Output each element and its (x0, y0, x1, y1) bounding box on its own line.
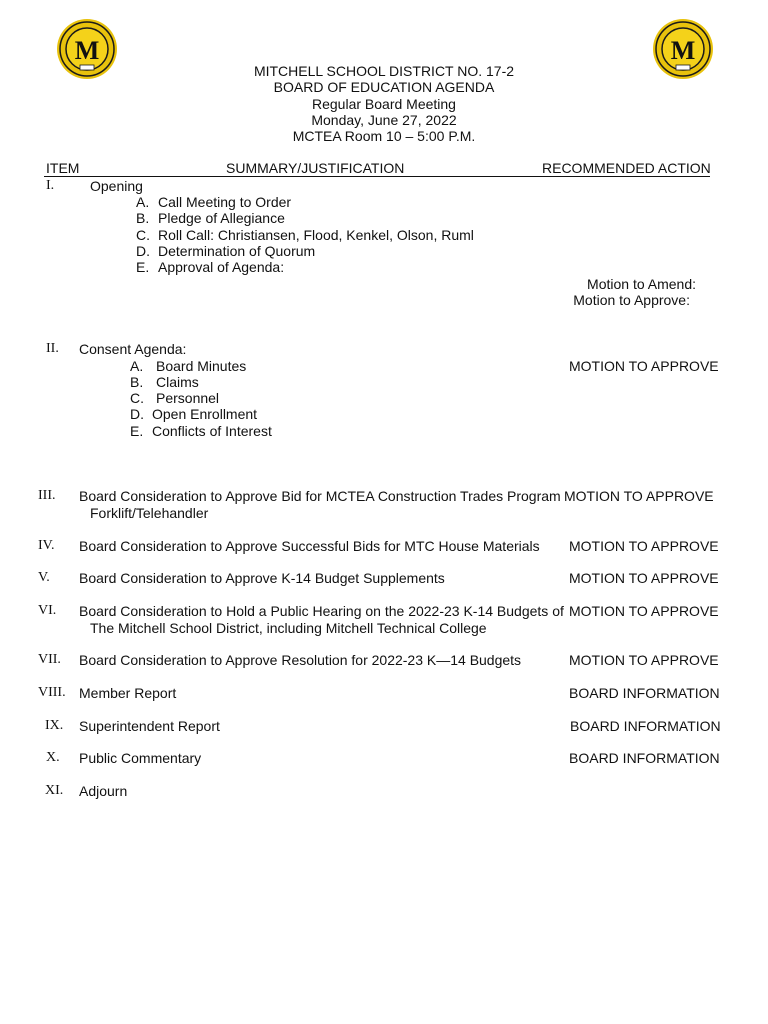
subitem-text: Roll Call: Christiansen, Flood, Kenkel, Olson, Ruml (158, 227, 474, 243)
subitem-text: Pledge of Allegiance (158, 210, 285, 226)
subitem-letter: C. (130, 390, 144, 406)
subitem-letter: A. (130, 358, 144, 374)
district-name: MITCHELL SCHOOL DISTRICT NO. 17-2 (253, 63, 515, 79)
subitem-text: Call Meeting to Order (158, 194, 292, 210)
subitem-letter: D. (130, 406, 144, 422)
meeting-date: Monday, June 27, 2022 (311, 112, 457, 128)
subitem-letter: C. (136, 227, 150, 243)
recommended-action: BOARD INFORMATION (569, 750, 720, 766)
item-number: XI. (45, 783, 64, 798)
subitem-text: Board Minutes (156, 358, 247, 374)
meeting-type: Regular Board Meeting (312, 96, 456, 112)
logo-letter: M (670, 36, 696, 65)
recommended-action: MOTION TO APPROVE (569, 652, 719, 668)
agenda-title: BOARD OF EDUCATION AGENDA (273, 79, 495, 95)
subitem-letter: B. (136, 210, 150, 226)
item-summary: Public Commentary (79, 750, 202, 766)
item-title: Consent Agenda: (79, 341, 187, 357)
item-number: VII. (38, 652, 61, 667)
recommended-action: MOTION TO APPROVE (569, 538, 719, 554)
recommended-action: BOARD INFORMATION (570, 718, 721, 734)
recommended-action: MOTION TO APPROVE (569, 358, 719, 374)
subitem-text: Determination of Quorum (158, 243, 316, 259)
subitem-text: Conflicts of Interest (152, 423, 272, 439)
subitem-letter: A. (136, 194, 150, 210)
column-header-item: ITEM (46, 160, 80, 176)
header-rule (44, 176, 710, 177)
recommended-action: MOTION TO APPROVE (569, 570, 719, 586)
motion-to-amend: Motion to Amend: (587, 276, 696, 292)
item-summary: Member Report (79, 685, 177, 701)
column-header-action: RECOMMENDED ACTION (542, 160, 711, 176)
item-title: Opening (90, 178, 143, 194)
item-summary: Superintendent Report (79, 718, 220, 734)
item-summary: Board Consideration to Approve K-14 Budget Supplements (79, 570, 445, 586)
subitem-letter: E. (136, 259, 150, 275)
item-number: III. (38, 488, 56, 503)
item-summary: Board Consideration to Approve Bid for MCTEA Construction Trades Program (79, 488, 561, 504)
logo-letter: M (74, 36, 100, 65)
subitem-text: Approval of Agenda: (158, 259, 285, 275)
item-summary: Board Consideration to Approve Successful Bids for MTC House Materials (79, 538, 540, 554)
meeting-location: MCTEA Room 10 – 5:00 P.M. (292, 128, 476, 144)
subitem-letter: E. (130, 423, 144, 439)
subitem-text: Personnel (156, 390, 220, 406)
item-summary-continued: The Mitchell School District, including Mitchell Technical College (90, 620, 487, 636)
subitem-text: Open Enrollment (152, 406, 258, 422)
item-summary: Board Consideration to Hold a Public Hearing on the 2022-23 K-14 Budgets of (79, 603, 564, 619)
item-summary: Board Consideration to Approve Resolution for 2022-23 K—14 Budgets (79, 652, 522, 668)
item-number: X. (46, 750, 60, 765)
subitem-text: Claims (156, 374, 199, 390)
item-number: V. (38, 570, 50, 585)
column-header-summary: SUMMARY/JUSTIFICATION (226, 160, 405, 176)
recommended-action: MOTION TO APPROVE (564, 488, 714, 504)
recommended-action: BOARD INFORMATION (569, 685, 720, 701)
item-number: II. (46, 341, 59, 356)
motion-to-approve: Motion to Approve: (573, 292, 690, 308)
item-number: VI. (38, 603, 57, 618)
recommended-action: MOTION TO APPROVE (569, 603, 719, 619)
subitem-letter: D. (136, 243, 150, 259)
item-number: VIII. (38, 685, 66, 700)
item-number: I. (46, 178, 55, 193)
item-number: IV. (38, 538, 55, 553)
item-number: IX. (45, 718, 64, 733)
item-summary-continued: Forklift/Telehandler (90, 505, 209, 521)
subitem-letter: B. (130, 374, 144, 390)
item-summary: Adjourn (79, 783, 128, 799)
